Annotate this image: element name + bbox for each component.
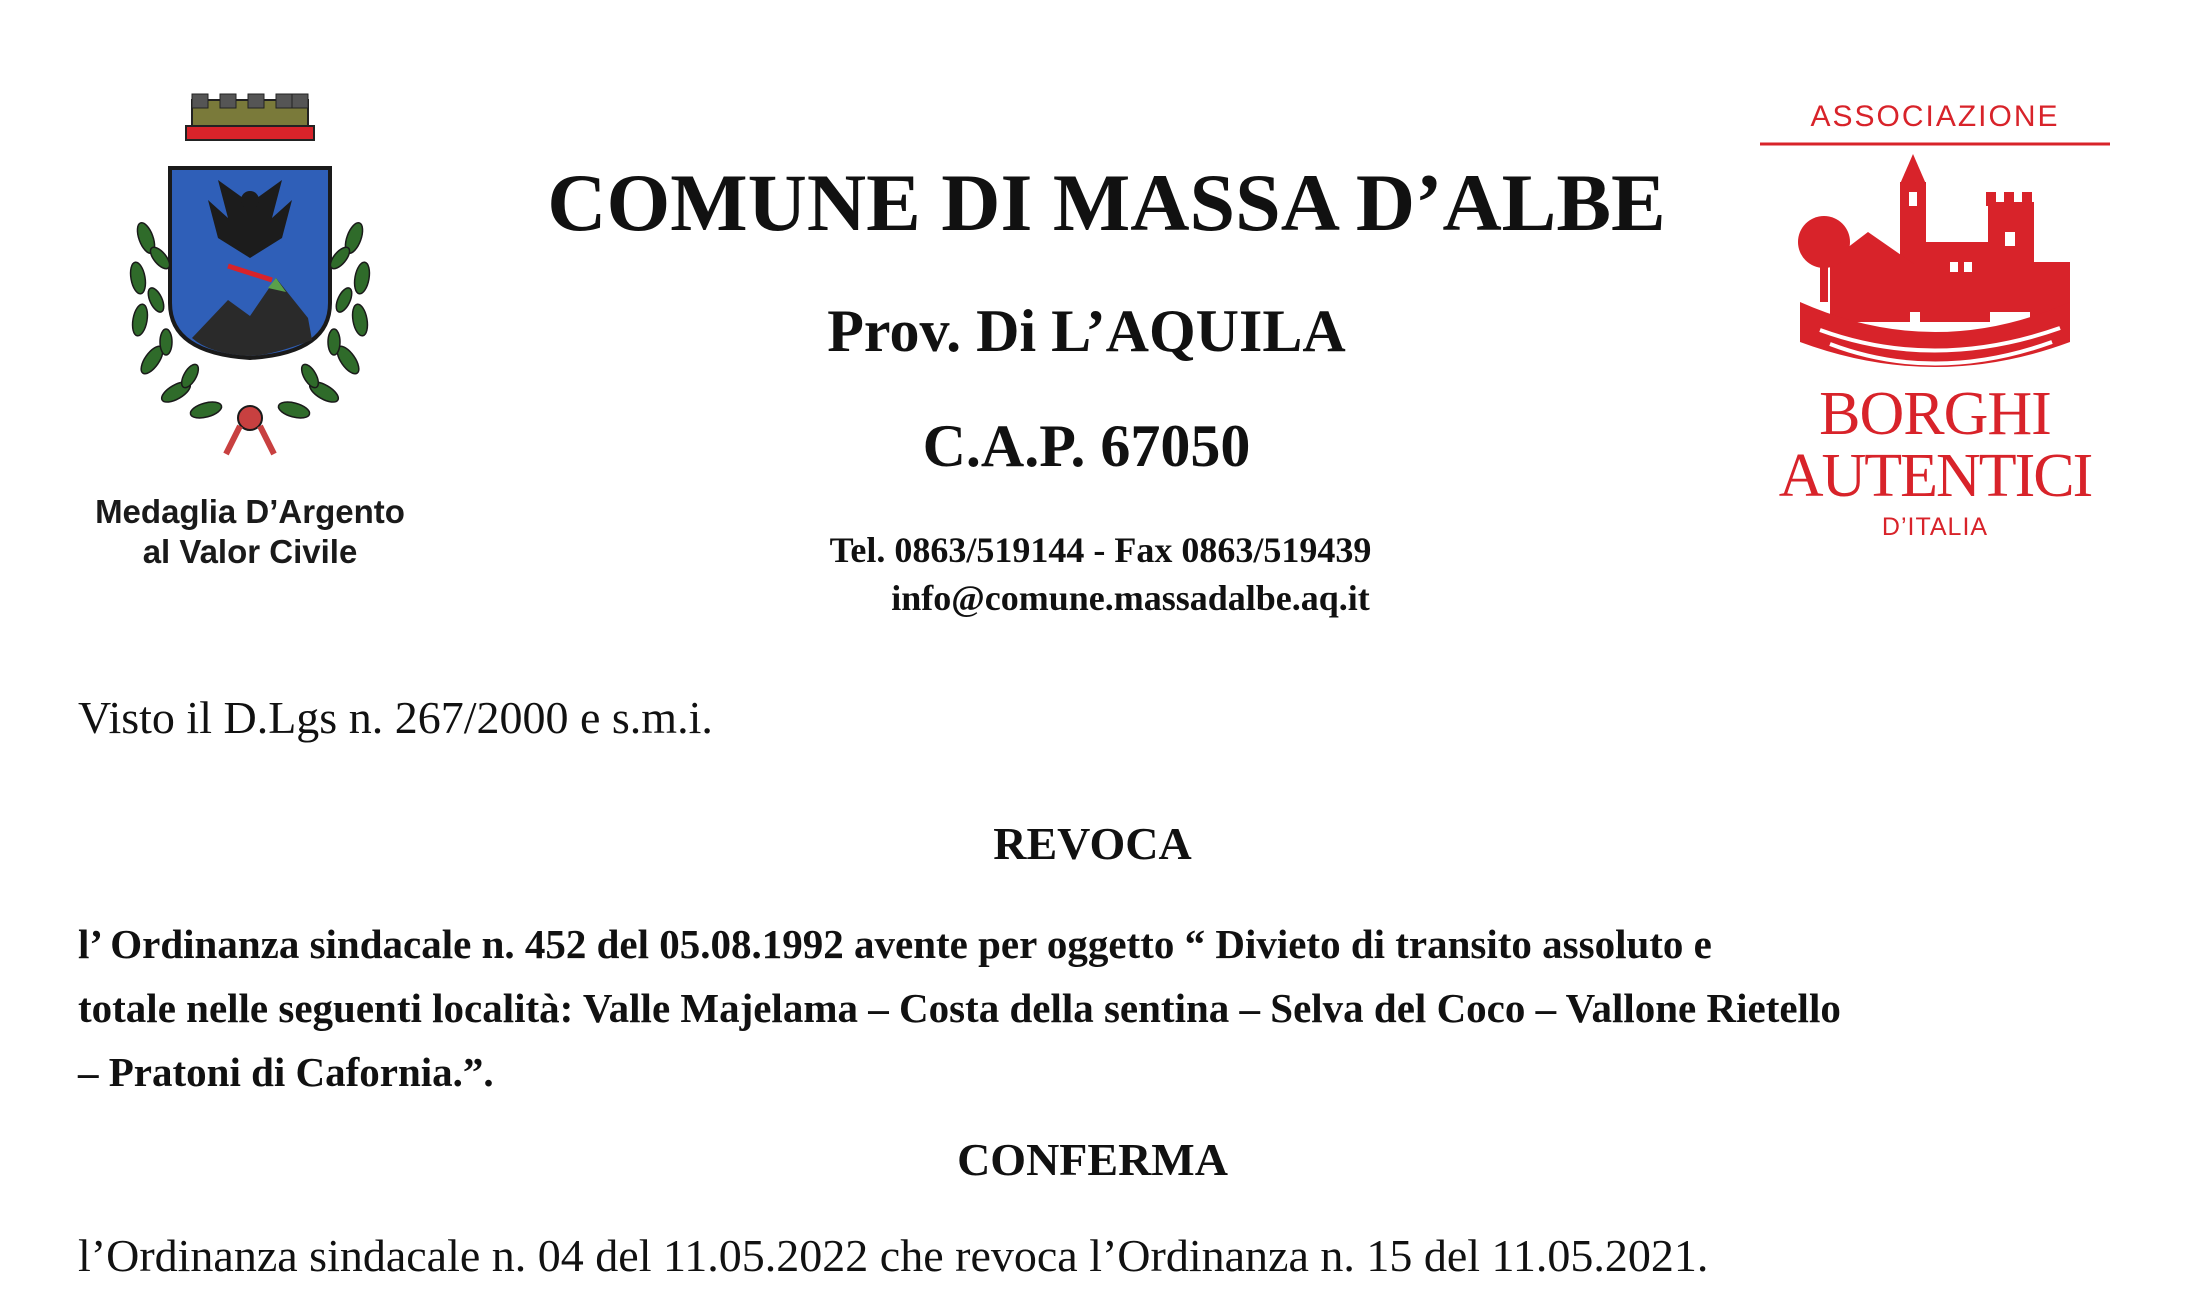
revoca-line: l’ Ordinanza sindacale n. 452 del 05.08.1992 avente per oggetto “ Divieto di transito assoluto e <box>78 921 1712 967</box>
postal-code-line: C.A.P. 67050 <box>922 413 1251 479</box>
legal-reference: Visto il D.Lgs n. 267/2000 e s.m.i. <box>78 692 713 743</box>
association-label: ASSOCIAZIONE <box>1810 100 2060 133</box>
conferma-heading: CONFERMA <box>957 1134 1228 1185</box>
municipality-title: COMUNE DI MASSA D’ALBE <box>547 157 1666 248</box>
association-name-line3: D’ITALIA <box>1881 513 1989 541</box>
contacts-line: Tel. 0863/519144 - Fax 0863/519439 <box>829 530 1372 570</box>
revoca-heading: REVOCA <box>993 818 1192 869</box>
province-line: Prov. Di L’AQUILA <box>827 298 1346 364</box>
medal-caption-line2: al Valor Civile <box>142 533 358 570</box>
revoca-paragraph <box>78 912 2118 1104</box>
medal-caption-line1: Medaglia D’Argento <box>95 493 405 530</box>
conferma-paragraph: l’Ordinanza sindacale n. 04 del 11.05.2022 che revoca l’Ordinanza n. 15 del 11.05.2021. <box>78 1230 1709 1281</box>
revoca-line: totale nelle seguenti località: Valle Majelama – Costa della sentina – Selva del Coco – Vallone Rietello <box>78 985 1841 1031</box>
association-name-line1: BORGHI <box>1819 380 2051 448</box>
association-name-line2: AUTENTICI <box>1778 442 2092 510</box>
crown-icon <box>186 94 314 140</box>
email-line: info@comune.massadalbe.aq.it <box>891 578 1370 618</box>
revoca-line: – Pratoni di Cafornia.”. <box>78 1049 494 1095</box>
